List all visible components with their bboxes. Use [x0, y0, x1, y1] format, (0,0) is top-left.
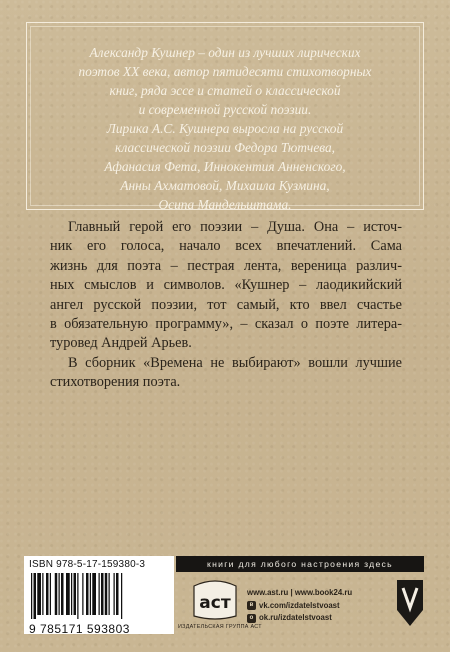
barcode-bar — [66, 573, 70, 615]
logo-text: аст — [199, 593, 231, 613]
barcode-bar — [116, 573, 119, 615]
publisher-caption: ИЗДАТЕЛЬСКАЯ ГРУППА АСТ — [178, 624, 262, 630]
barcode-bar — [61, 573, 64, 615]
barcode-bar — [31, 573, 32, 619]
intro-line: Осипа Мандельштама. — [158, 197, 292, 212]
annotation-line: В сборник «Времена не выбирают» вошли лучшие — [68, 354, 402, 371]
annotation-line: ник его голоса, начало всех впечатлений. Сама — [50, 238, 402, 255]
vk-text: vk.com/izdatelstvoast — [259, 600, 340, 610]
annotation-line: стихотворения поэта. — [50, 374, 181, 391]
barcode-bar — [109, 573, 110, 615]
intro-line: Александр Кушнер – один из лучших лирических — [89, 45, 361, 60]
barcode-bar — [34, 573, 37, 619]
barcode-bar — [42, 573, 43, 615]
annotation-line: жизнь для поэта – пестрая лента, вереница различ- — [50, 257, 402, 274]
barcode-bar — [105, 573, 108, 615]
vk-link[interactable] — [247, 600, 352, 613]
annotation-line: Главный герой его поэзии – Душа. Она – источ- — [68, 219, 402, 235]
annotation-paragraph-2 — [50, 354, 402, 393]
intro-line: Лирика А.С. Кушнера выросла на русской — [106, 121, 344, 136]
annotation-line: ангел русской поэзии, тот самый, кто ввел счастье — [50, 296, 402, 313]
barcode-bar — [101, 573, 104, 615]
barcode-bar — [90, 573, 91, 615]
barcode-bar — [77, 573, 78, 619]
barcode-image — [29, 573, 168, 619]
annotation-line: туровед Андрей Арьев. — [50, 335, 192, 352]
barcode-bar — [50, 573, 51, 615]
barcode-bar — [74, 573, 77, 615]
barcode-bar — [82, 573, 83, 615]
ast-logo-icon — [188, 576, 242, 622]
intro-line: Афанасия Фета, Иннокентия Анненского, — [104, 159, 346, 174]
barcode-bar — [55, 573, 58, 615]
ok-link[interactable] — [247, 612, 352, 625]
barcode-bar — [71, 573, 72, 615]
barcode-digits: 9 785171 593803 — [29, 622, 130, 636]
v-shield-icon — [395, 578, 425, 628]
tagline-banner: книги для любого настроения здесь — [176, 556, 424, 572]
author-intro — [28, 43, 422, 214]
barcode-bar — [92, 573, 96, 615]
ok-icon: о — [247, 614, 256, 623]
annotation-text — [50, 218, 402, 393]
website-link[interactable] — [247, 587, 352, 600]
barcode-panel — [24, 556, 174, 634]
annotation-line: ных смыслов и символов. «Кушнер – лаодикийский — [50, 277, 402, 294]
barcode-bar — [46, 573, 49, 615]
annotation-line: в обязательную программу», – сказал о поэте литера- — [50, 316, 402, 333]
barcode-bar — [121, 573, 122, 619]
vk-icon: в — [247, 601, 256, 610]
ok-text: ok.ru/izdatelstvoast — [259, 613, 332, 622]
isbn-text: ISBN 978-5-17-159380-3 — [29, 559, 146, 570]
publisher-links — [247, 587, 352, 625]
intro-line: и современной русской поэзии. — [138, 102, 312, 117]
intro-line: книг, ряда эссе и статей о классической — [109, 83, 341, 98]
intro-line: Анны Ахматовой, Михаила Кузмина, — [120, 178, 330, 193]
barcode-bar — [114, 573, 115, 615]
barcode-bar — [99, 573, 100, 615]
intro-line: классической поэзии Федора Тютчева, — [114, 140, 336, 155]
website-text: www.ast.ru | www.book24.ru — [247, 588, 353, 597]
intro-line: поэтов XX века, автор пятидесяти стихотворных — [78, 64, 372, 79]
barcode-bar — [59, 573, 60, 615]
annotation-paragraph-1 — [50, 218, 402, 354]
barcode-bar — [37, 573, 41, 615]
barcode-bar — [86, 573, 89, 615]
